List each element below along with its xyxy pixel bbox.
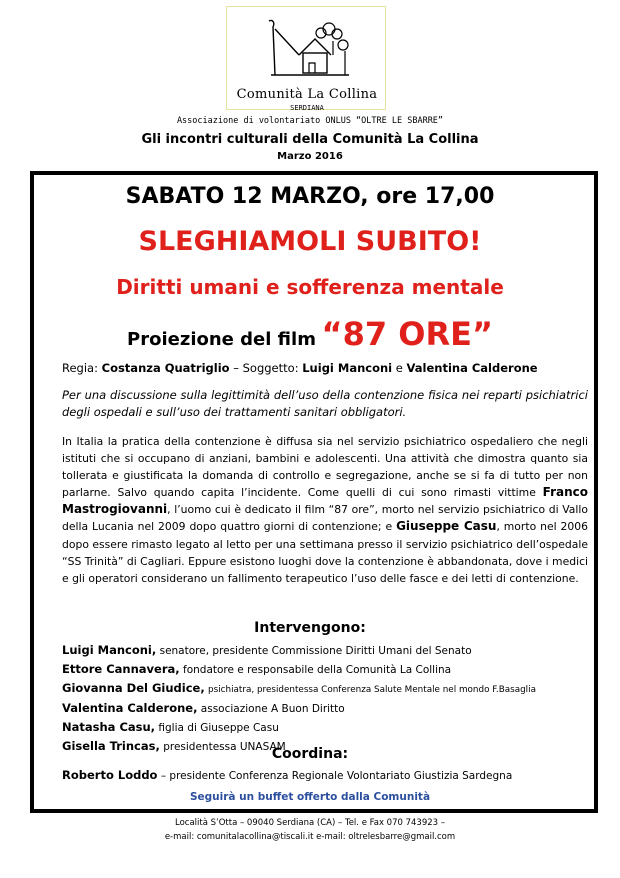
event-subtitle: Diritti umani e sofferenza mentale bbox=[116, 275, 504, 299]
coordina-heading: Coordina: bbox=[271, 746, 349, 762]
speaker-role: associazione A Buon Diritto bbox=[200, 703, 345, 715]
logo-name: Comunità La Collina bbox=[236, 87, 378, 102]
and-text: e bbox=[395, 361, 403, 375]
credits bbox=[62, 361, 602, 375]
intro-paragraph: Per una discussione sulla legittimità dell’uso della contenzione fisica nei reparti psichiatrici degli ospedali e sull’uso dei trattamenti sanitari obbligatori. bbox=[62, 388, 588, 419]
speaker-role: psichiatra, presidentessa Conferenza Salute Mentale nel mondo F.Basaglia bbox=[208, 685, 536, 695]
speaker-name: Valentina Calderone, bbox=[62, 701, 198, 715]
soggetto-name-1: Luigi Manconi bbox=[302, 361, 393, 375]
speaker-role: fondatore e responsabile della Comunità La Collina bbox=[183, 664, 452, 676]
speaker-row bbox=[62, 679, 602, 699]
logo bbox=[226, 6, 386, 110]
coordinator-role: – presidente Conferenza Regionale Volontariato Giustizia Sardegna bbox=[160, 770, 513, 782]
body-paragraph bbox=[62, 433, 588, 587]
speaker-role: presidentessa UNASAM bbox=[163, 741, 286, 753]
coordinator bbox=[62, 768, 602, 782]
soggetto-label: – Soggetto: bbox=[233, 361, 299, 375]
soggetto-name-2: Valentina Calderone bbox=[406, 361, 538, 375]
coordinator-name: Roberto Loddo bbox=[62, 768, 158, 782]
film-line bbox=[0, 315, 620, 353]
speaker-row bbox=[62, 641, 602, 660]
logo-city: SERDIANA bbox=[290, 104, 324, 112]
regia-label: Regia: bbox=[62, 361, 98, 375]
film-label: Proiezione del film bbox=[127, 329, 316, 350]
speakers-list bbox=[62, 641, 602, 756]
film-title: “87 ORE” bbox=[321, 315, 493, 353]
event-date: SABATO 12 MARZO, ore 17,00 bbox=[125, 184, 495, 209]
buffet-note: Seguirà un buffet offerto dalla Comunità bbox=[189, 791, 431, 803]
event-title: SLEGHIAMOLI SUBITO! bbox=[138, 226, 482, 257]
body-text-1: In Italia la pratica della contenzione è diffusa sia nel servizio psichiatrico ospedaliero che negli istituti che si occupano di anziani, bambini e adolescenti. Una attività che dimostra quanto sia tollerata e giustificata la domanda di controllo e segregazione, anche se si fa di tutto per non parlarne. Salvo quando capita l’incidente. Come quelli di cui sono rimasti vittime bbox=[62, 435, 588, 500]
speaker-name: Giovanna Del Giudice, bbox=[62, 681, 205, 695]
speaker-row bbox=[62, 718, 602, 737]
speaker-row bbox=[62, 699, 602, 718]
speaker-row bbox=[62, 660, 602, 679]
body-text-2: , l’uomo cui è dedicato il film “87 ore”, morto nel servizio psichiatrico di Vallo della Lucania nel 2009 dopo quattro giorni di contenzione; e bbox=[62, 503, 588, 534]
regia-name: Costanza Quatriglio bbox=[101, 361, 230, 375]
month: Marzo 2016 bbox=[277, 151, 343, 162]
victim-name-1: Franco Mastrogiovanni bbox=[62, 485, 588, 517]
hill-house-icon bbox=[263, 15, 353, 83]
body-text-3: , morto nel 2006 dopo essere rimasto legato al letto per una settimana presso il servizio psichiatrico dell’ospedale “SS Trinità” di Cagliari. Eppure esistono luoghi dove la contenzione è abbandonata, dove i medici e gli operatori considerano un fallimento terapeutico l’uso delle fasce e dei letti di contenzione. bbox=[62, 520, 589, 585]
speaker-name: Gisella Trincas, bbox=[62, 739, 160, 753]
series-title: Gli incontri culturali della Comunità La Collina bbox=[141, 132, 479, 147]
footer-address: Località S’Otta – 09040 Serdiana (CA) – Tel. e Fax 070 743923 – bbox=[174, 818, 445, 828]
footer-email: e-mail: comunitalacollina@tiscali.it e-mail: oltrelesbarre@gmail.com bbox=[164, 832, 456, 842]
speaker-role: senatore, presidente Commissione Diritti Umani del Senato bbox=[159, 645, 472, 657]
speaker-role: figlia di Giuseppe Casu bbox=[158, 722, 279, 734]
speaker-name: Luigi Manconi, bbox=[62, 643, 157, 657]
speakers-heading: Intervengono: bbox=[254, 620, 366, 636]
association-line: Associazione di volontariato ONLUS “OLTRE LE SBARRE” bbox=[176, 116, 444, 126]
victim-name-2: Giuseppe Casu bbox=[396, 519, 497, 534]
speaker-name: Natasha Casu, bbox=[62, 720, 156, 734]
speaker-name: Ettore Cannavera, bbox=[62, 662, 180, 676]
